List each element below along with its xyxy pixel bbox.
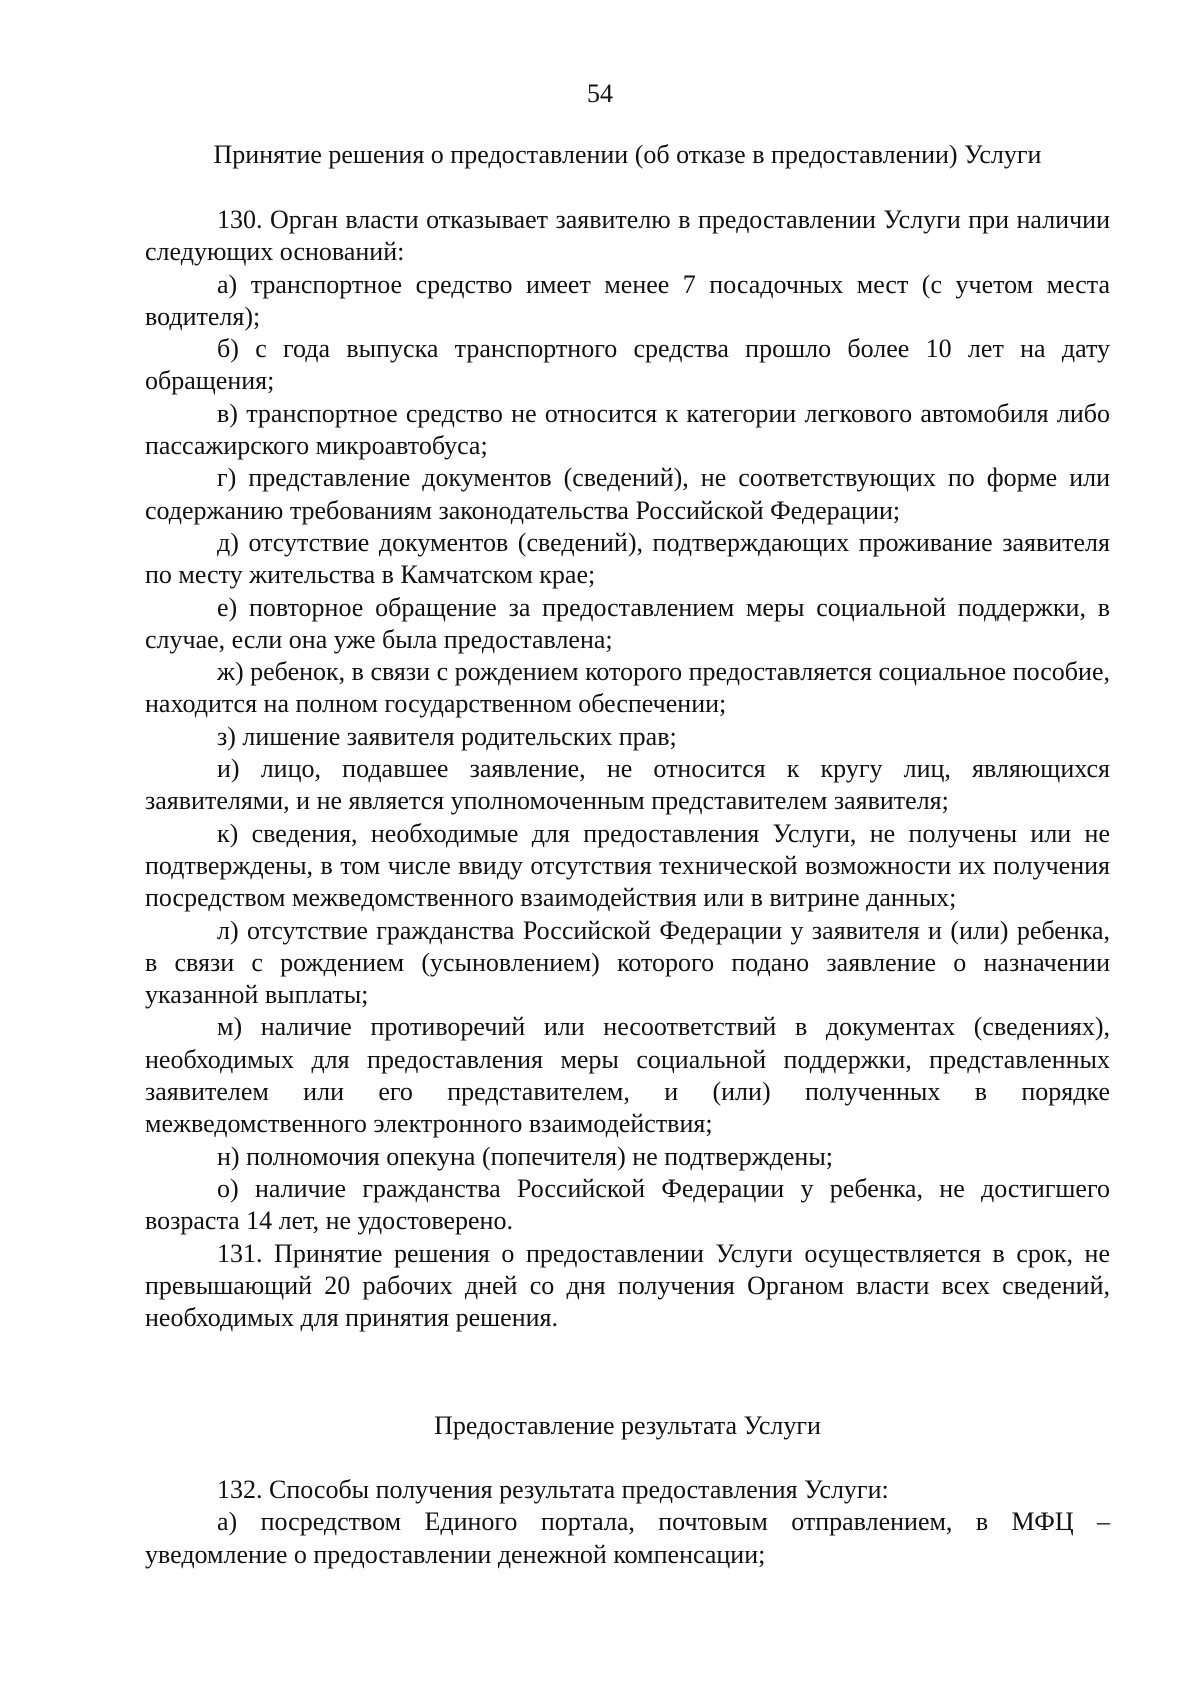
list-item-zh: ж) ребенок, в связи с рождением которого предоставляется социальное пособие, находится на полном государственном обеспечении; <box>145 657 1110 719</box>
list-item-m: м) наличие противоречий или несоответствий в документах (сведениях), необходимых для предоставления меры социальной поддержки, представленных заявителем или его представителем, и (или) полученных в порядке межведомственного электронного взаимодействия; <box>145 1012 1110 1139</box>
list-item-l: л) отсутствие гражданства Российской Федерации у заявителя и (или) ребенка, в связи с рождением (усыновлением) которого подано заявление о назначении указанной выплаты; <box>145 915 1110 1010</box>
list-item-b: б) с года выпуска транспортного средства прошло более 10 лет на дату обращения; <box>145 334 1110 396</box>
list-item-z: з) лишение заявителя родительских прав; <box>217 721 677 751</box>
list-item-v: в) транспортное средство не относится к категории легкового автомобиля либо пассажирского микроавтобуса; <box>145 398 1110 461</box>
body-text-decision <box>145 204 1110 1334</box>
list-item-a: а) транспортное средство имеет менее 7 посадочных мест (с учетом места водителя); <box>145 269 1110 331</box>
list-item-g: г) представление документов (сведений), не соответствующих по форме или содержанию требованиям законодательства Российской Федерации; <box>145 463 1110 525</box>
paragraph-130: 130. Орган власти отказывает заявителю в предоставлении Услуги при наличии следующих оснований: <box>145 205 1110 267</box>
page-number: 54 <box>587 79 613 108</box>
body-text-result <box>145 1474 1110 1571</box>
section-heading-result: Предоставление результата Услуги <box>434 1411 821 1440</box>
list-item-e: е) повторное обращение за предоставлением меры социальной поддержки, в случае, если она уже была предоставлена; <box>145 592 1110 654</box>
result-item-a: а) посредством Единого портала, почтовым отправлением, в МФЦ – уведомление о предоставлении денежной компенсации; <box>145 1507 1110 1569</box>
list-item-k: к) сведения, необходимые для предоставления Услуги, не получены или не подтверждены, в том числе ввиду отсутствия технической возможности их получения посредством межведомственного взаимодействия или в витрине данных; <box>145 818 1110 913</box>
section-heading-decision: Принятие решения о предоставлении (об отказе в предоставлении) Услуги <box>213 140 1042 169</box>
list-item-o: о) наличие гражданства Российской Федерации у ребенка, не достигшего возраста 14 лет, не удостоверено. <box>145 1173 1110 1236</box>
list-item-i: и) лицо, подавшее заявление, не относится к кругу лиц, являющихся заявителями, и не является уполномоченным представителем заявителя; <box>145 754 1110 816</box>
list-item-n: н) полномочия опекуна (попечителя) не подтверждены; <box>217 1141 834 1171</box>
list-item-d: д) отсутствие документов (сведений), подтверждающих проживание заявителя по месту жительства в Камчатском крае; <box>145 527 1110 590</box>
paragraph-132: 132. Способы получения результата предоставления Услуги: <box>217 1475 889 1504</box>
paragraph-131: 131. Принятие решения о предоставлении Услуги осуществляется в срок, не превышающий 20 рабочих дней со дня получения Органом власти всех сведений, необходимых для принятия решения. <box>145 1238 1110 1333</box>
